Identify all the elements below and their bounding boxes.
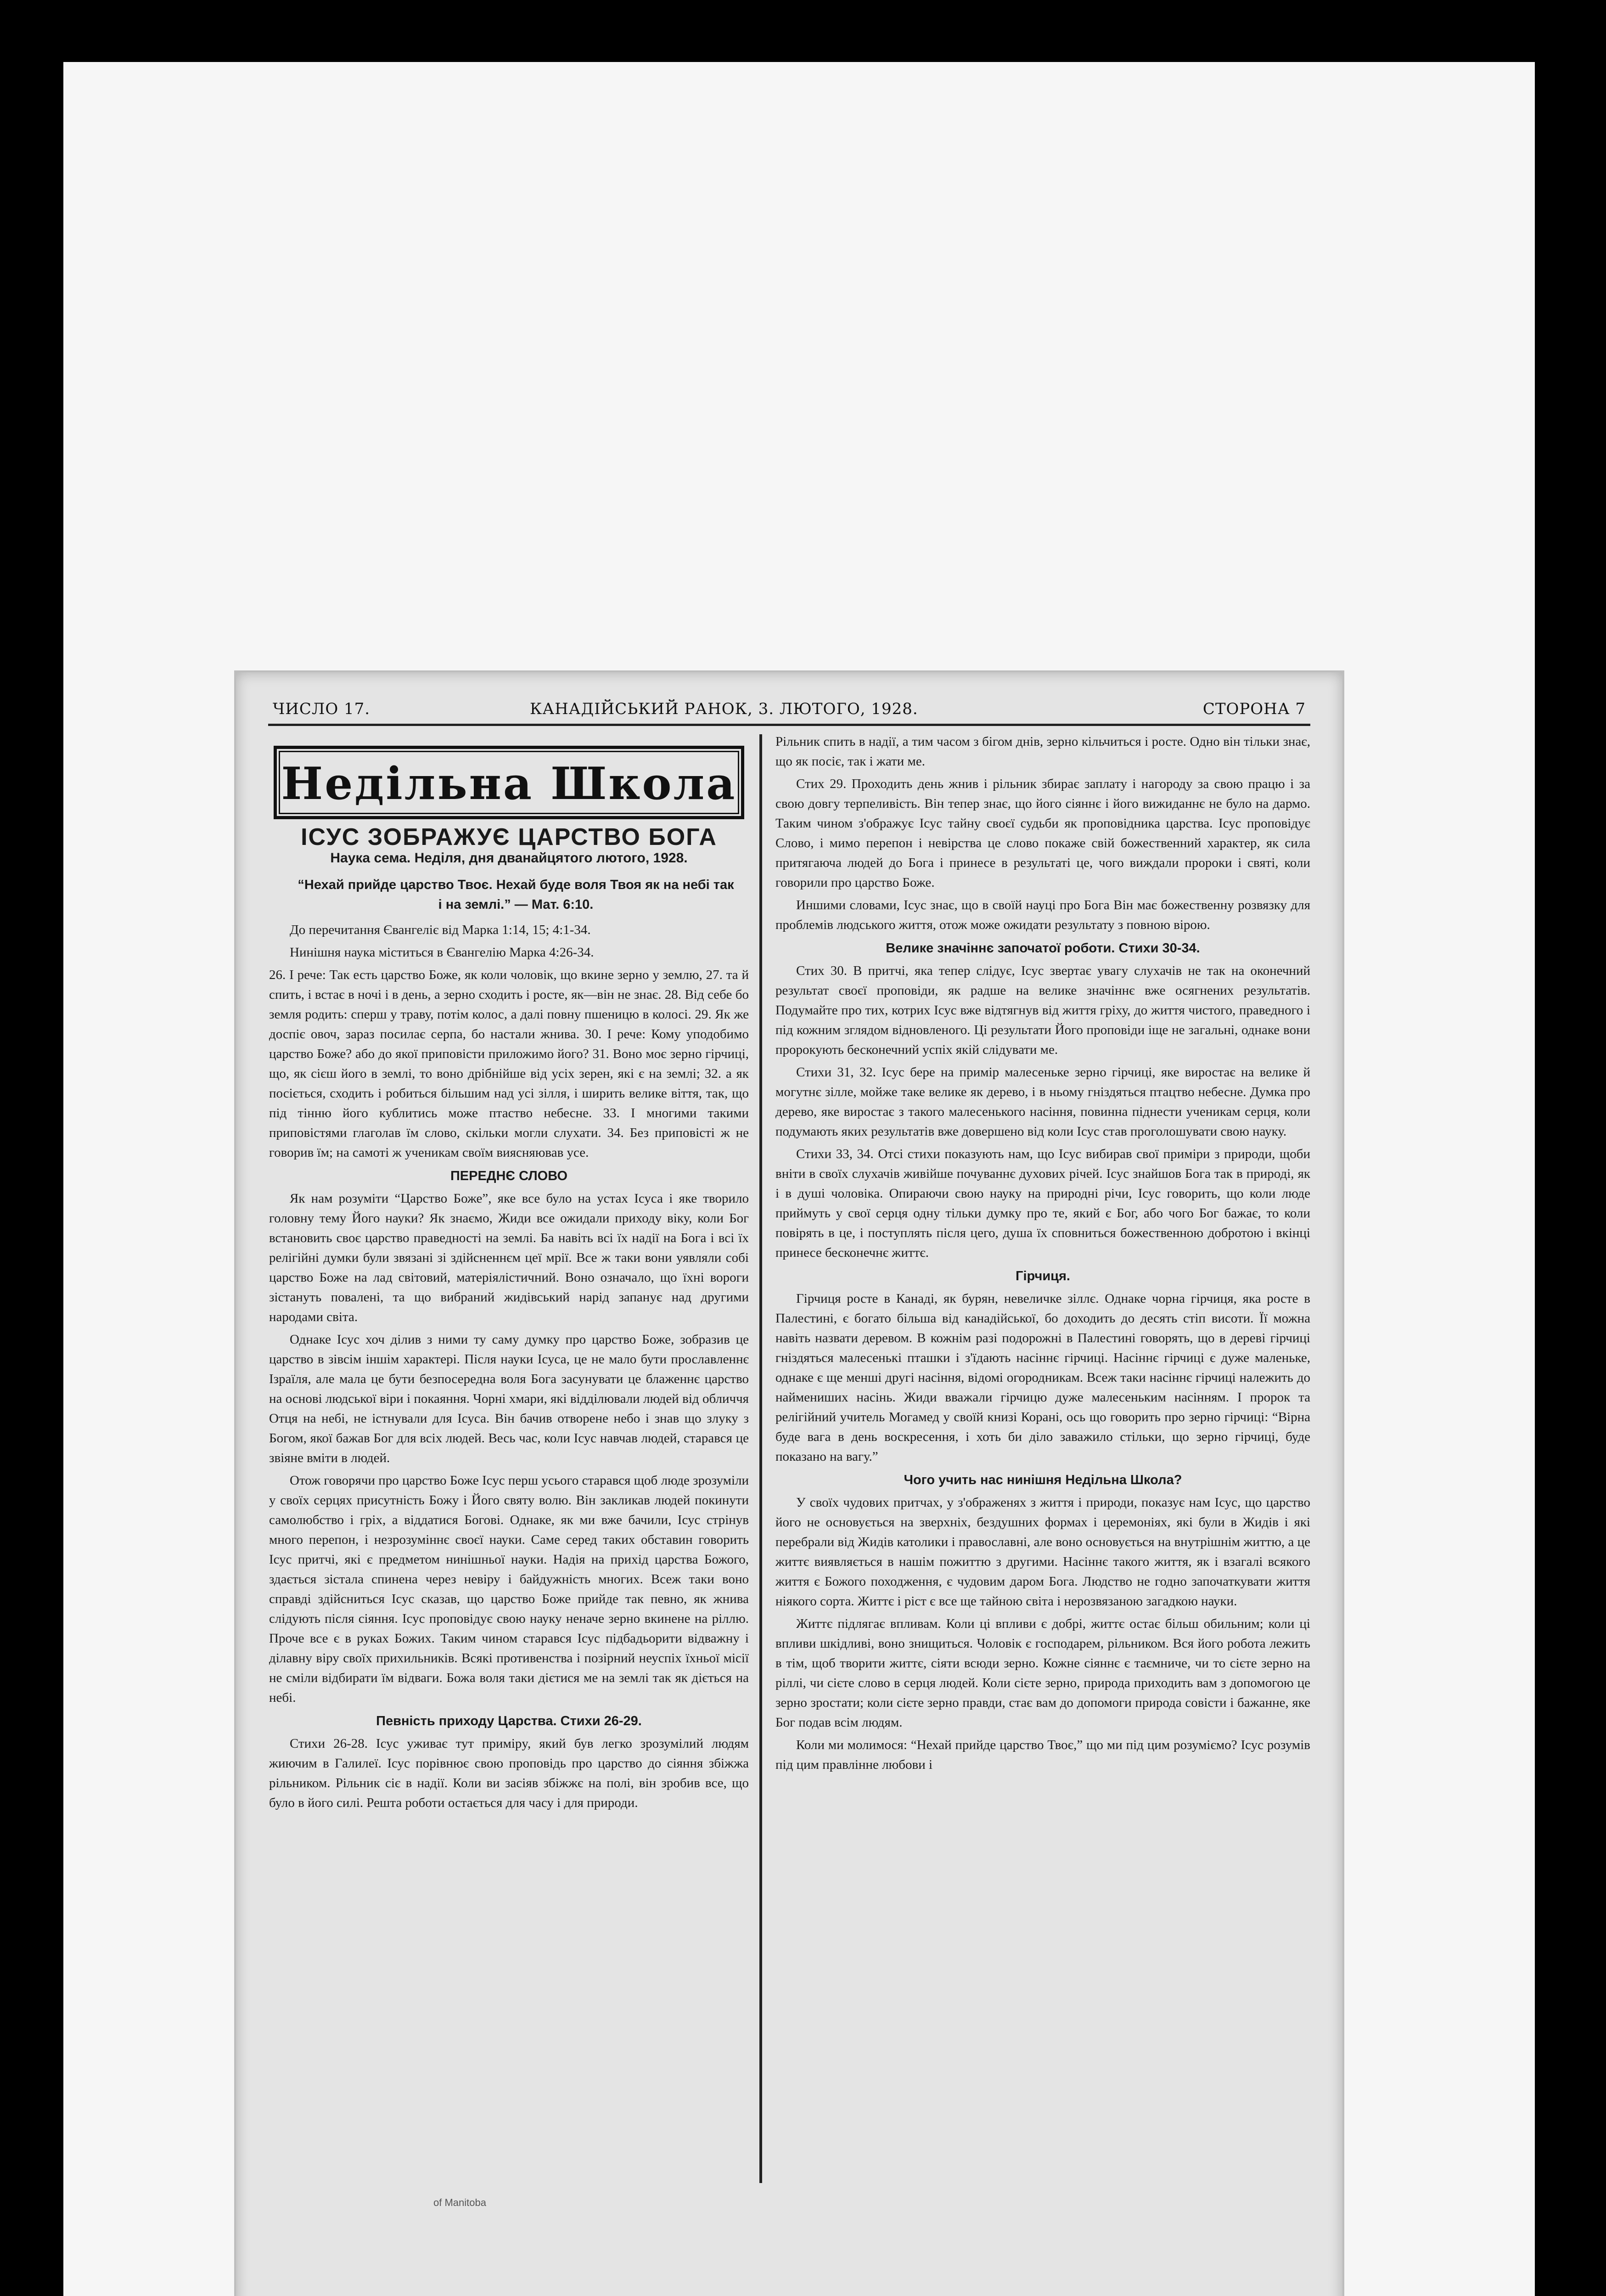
right-column (775, 732, 1310, 1778)
issue-number: ЧИСЛО 17. (273, 700, 371, 718)
paragraph: Рільник спить в надії, а тим часом з бігом днів, зерно кільчиться і росте. Одно він тільки знає, що як посіє, так і жати ме. (775, 734, 1310, 769)
subheading-what-teaches: Чого учить нас нинішня Недільна Школа? (904, 1473, 1182, 1487)
lesson-info: Наука сема. Неділя, дня дванайцятого лютого, 1928. (330, 850, 688, 866)
paragraph: Стихи 31, 32. Ісус бере на примір малесеньке зерно гірчиці, яке виростає на велике й могутнє зілле, мойже таке велике як дерево, і в ньому гніздяться птацтво небесне. Думка про дерево, яке виростає з такого малесенького насіння, повинна піднести ученикам серця, коли подумають яких результатів вже довершено від коли Ісус став проголошувати свою науку. (775, 1065, 1310, 1139)
newspaper-masthead: КАНАДІЙСЬКИЙ РАНОК, 3. ЛЮТОГО, 1928. (530, 700, 918, 718)
paragraph: Отож говорячи про царство Боже Ісус перш усього старався щоб люде зрозуміли у своїх серцях присутність Божу і Його святу волю. Він закликав людей покинути самолюбство і гріх, а віддатися Богові. Однаке, як ми вже бачили, Ісус стрінув много перепон, і незрозуміннє своєї науки. Саме серед таких обставин говорить Ісус притчі, які є предметом нинішньої науки. Надія на прихід царства Божого, здається зістала спинена через невіру і байдужність многих. Всеж таки воно справді здійсниться Ісус сказав, що царство Боже прийде так певно, як жнива слідують після сіяння. Ісус проповідує свою науку неначе зерно вкинене на ріллю. Проче все є в руках Божих. Таким чином старався Ісус підбадьорити відважну і ділавну віру своїх прихильників. Всякі противенства і позірний неуспіх їхньої місії не сміли відбирати їм відваги. Божа воля таки дієтися ме на землі так як діється на небі. (269, 1473, 749, 1705)
left-column (269, 732, 749, 1816)
newspaper-page (234, 670, 1344, 2296)
paragraph: Коли ми молимося: “Нехай прийде царство Твоє,” що ми під цим розуміємо? Ісус розумів під цим правлінне любови і (775, 1738, 1310, 1772)
subheading-foreword: ПЕРЕДНЄ СЛОВО (450, 1169, 568, 1183)
subheading-mustard: Гірчиця. (1016, 1269, 1070, 1283)
lesson-location: Нинішня наука міститься в Євангелію Марка 4:26-34. (290, 945, 594, 960)
header-rule (268, 724, 1310, 726)
paragraph: Як нам розуміти “Царство Боже”, яке все було на устах Ісуса і яке творило головну тему Його науки? Як знаємо, Жиди все ожидали приходу віку, коли Бог встановить своє царство праведності на землі. Ба навіть всі їх надії на Бога і всі їх релігійні думки були звязані зі здійсненнєм цеї мрії. Все ж таки вони уявляли собі царство Боже на лад світовий, матеріялістичний. Воно означало, що їхні вороги зістануть повалені, та що вибраний жидівський нарід запанує над другими народами світа. (269, 1191, 749, 1324)
scripture-text: 26. І рече: Так есть царство Боже, як коли чоловік, що вкине зерно у землю, 27. та й спить, і встає в ночі і в день, а зерно сходить і росте, як—він не знає. 28. Від себе бо земля родить: сперш у траву, потім колос, а далі повну пшеницю в колосі. 29. Як же доспіє овоч, зараз посилає серпа, бо настали жнива. 30. І рече: Кому уподобимо царство Боже? або до якої приповісти приложимо його? 31. Воно моє зерно гірчиці, що, як сієш його в землі, то воно дрібнійше від усіх зерен, які є на землі; 32. а як посіється, сходить і робиться більшим над усі зілля, і ширить велике віття, так, що під тінню його кублитись може птаство небесне. 33. І многими такими приповістями глаголав їм слово, скільки могли слухати. 34. Без приповісті ж не говорив їм; на самоті ж ученикам своїм виясняював усе. (269, 968, 749, 1160)
paragraph: Стих 30. В притчі, яка тепер слідує, Ісус звертає увагу слухачів не так на оконечний результат своєї проповіди, як радше на велике значіннє вже осягнених результатів. Подумайте про тих, котрих Ісус вже відтягнув від життя гріху, до життя чистого, праведного і під кожним зглядом відновленого. Ці результати Його проповіди іще не загальні, однаке вони пророкують бесконечний успіх якій слідувати ме. (775, 963, 1310, 1057)
golden-text: “Нехай прийде царство Твоє. Нехай буде воля Твоя як на небі так і на землі.” — Мат. 6:10. (298, 878, 734, 912)
reading-reference: До перечитання Євангеліє від Марка 1:14, 15; 4:1-34. (290, 923, 591, 937)
paragraph: Життє підлягає впливам. Коли ці впливи є добрі, життє остає більш обильним; коли ці впливи шкідливі, воно знищиться. Чоловік є господарем, рільником. Вся його робота лежить в тім, щоб творити життє, сіяти всюди зерно. Кожне сіяннє є таємниче, чи то сієте зерно на ріллі, чи сієте слово в серця людей. Коли сієте зерно, природа приходить вам з допомогою це зерно зростати; коли сієте зерно правди, стає вам до допомоги природа совісти і бажанне, яке Бог подав всім людям. (775, 1616, 1310, 1730)
page-number: СТОРОНА 7 (1202, 700, 1306, 718)
paragraph: Стихи 33, 34. Отсі стихи показують нам, що Ісус вибирав свої приміри з природи, щоби вніти в своїх слухачів живійше почуваннє духових річей. Ісус знайшов Бога так в природі, як і в душі чоловіка. Опираючи свою науку на природні річи, Ісус говорить, що коли люде приймуть у свої серця одну тільки думку про те, який є Бог, або чого Бог бажає, то коли повірять в це, і поступлять після цего, душа їх сповниться божественною добротою і вкінці принесе бесконечнє життє. (775, 1147, 1310, 1260)
section-title: Недільна Школа (281, 758, 737, 810)
subheading-great-meaning: Велике значіннє започатої роботи. Стихи 30-34. (886, 941, 1200, 956)
column-divider (759, 734, 762, 2183)
article-headline: ІСУС ЗОБРАЖУЄ ЦАРСТВО БОГА (301, 824, 717, 850)
library-stamp-text: of Manitoba (433, 2197, 486, 2208)
paragraph: У своїх чудових притчах, у з'ображенях з життя і природи, показує нам Ісус, що царство його не основується на зверхніх, бездушних формах і церемоніях, які були в Жидів і які перебрали від Жидів католики і православні, але воно основується на внутрішнім життю, а це життє виявляється в нашім пожиттю з другими. Насіннє такого життя, як і взагалі всякого життя є Божого походження, є чудовим даром Бога. Людство не годно започаткувати життя ніякого сорта. Життє і ріст є все ще тайною світа і нерозвязаною загадкою науки. (775, 1495, 1310, 1609)
paragraph: Гірчиця росте в Канаді, як бурян, невеличке зіллє. Однаке чорна гірчиця, яка росте в Палестині, є богато більша від канадійської, бо доходить до десять стіп висоти. Її можна навіть назвати деревом. В кожнім разі подорожні в Палестині говорять, що в дереві гірчиці гніздяться малесенькі пташки і з'їдають насіннє гірчиці. Насіннє гірчиці є дуже маленьке, однаке є ще менші другі насіння, відомі огородникам. Всеж таки насіннє гірчиці належить до наймениших насінь. Жиди вважали гірчицю дуже малесеньким насінням. І пророк та релігійний учитель Могамед у своїй книзі Корані, ось що говорить про зерно гірчиці: “Віpна буде вага в день воскресення, і хоть би діло заважило стільки, що зерно гірчиці, буде показано на вагу.” (775, 1291, 1310, 1464)
paragraph: Стихи 26-28. Ісус уживає тут примірy, який був легко зрозумілий людям жиючим в Галилеї. Ісус порівнює свою проповідь про царство до сіяння збіжжа рільником. Рільник сіє в надії. Коли ви засіяв збіжжє на полі, він зробив все, що було в його силі. Решта роботи остається для часу і для природи. (269, 1736, 749, 1810)
paragraph: Однаке Ісус хоч ділив з ними ту саму думку про царство Боже, зобразив це царство в зівсім іншім характері. Після науки Ісуса, це не мало бути прославленнє Ізраїля, але мала це бути безпосередна воля Бога засунувати це блаженнє царство на основі людської віри і покаяння. Чорні хмари, які відділювали людей від обличчя Отця на небі, не істнували для Ісуса. Він бачив отворене небо і знав що злуку з Богом, якої бажав Бог для всіх людей. Весь час, коли Ісус навчав людей, старався це звіяне вміти в людей. (269, 1332, 749, 1465)
paragraph: Иншими словами, Ісус знає, що в своїй науці про Бога Він має божественну розвязку для проблемів людського життя, отож може ожидати результату з повною вірою. (775, 898, 1310, 932)
subheading-certainty: Певність приходу Царства. Стихи 26-29. (376, 1714, 642, 1728)
paragraph: Стих 29. Проходить день жнив і рільник збирає заплату і нагороду за свою працю і за свою довгу терпеливість. Він тепер знає, що його сіяннє і його вижиданнє не було на дармо. Таким чином з'ображує Ісус тайну своєї судьби як проповідника царства. Ісус проповідує Слово, і мимо перепон і невірства це слово покаже свій божественний характер, як сила притягаюча людей до Бога і принесе в результаті це, чого виждали пророки і святі, коли говорили про царство Боже. (775, 777, 1310, 890)
section-title-box (274, 746, 744, 819)
